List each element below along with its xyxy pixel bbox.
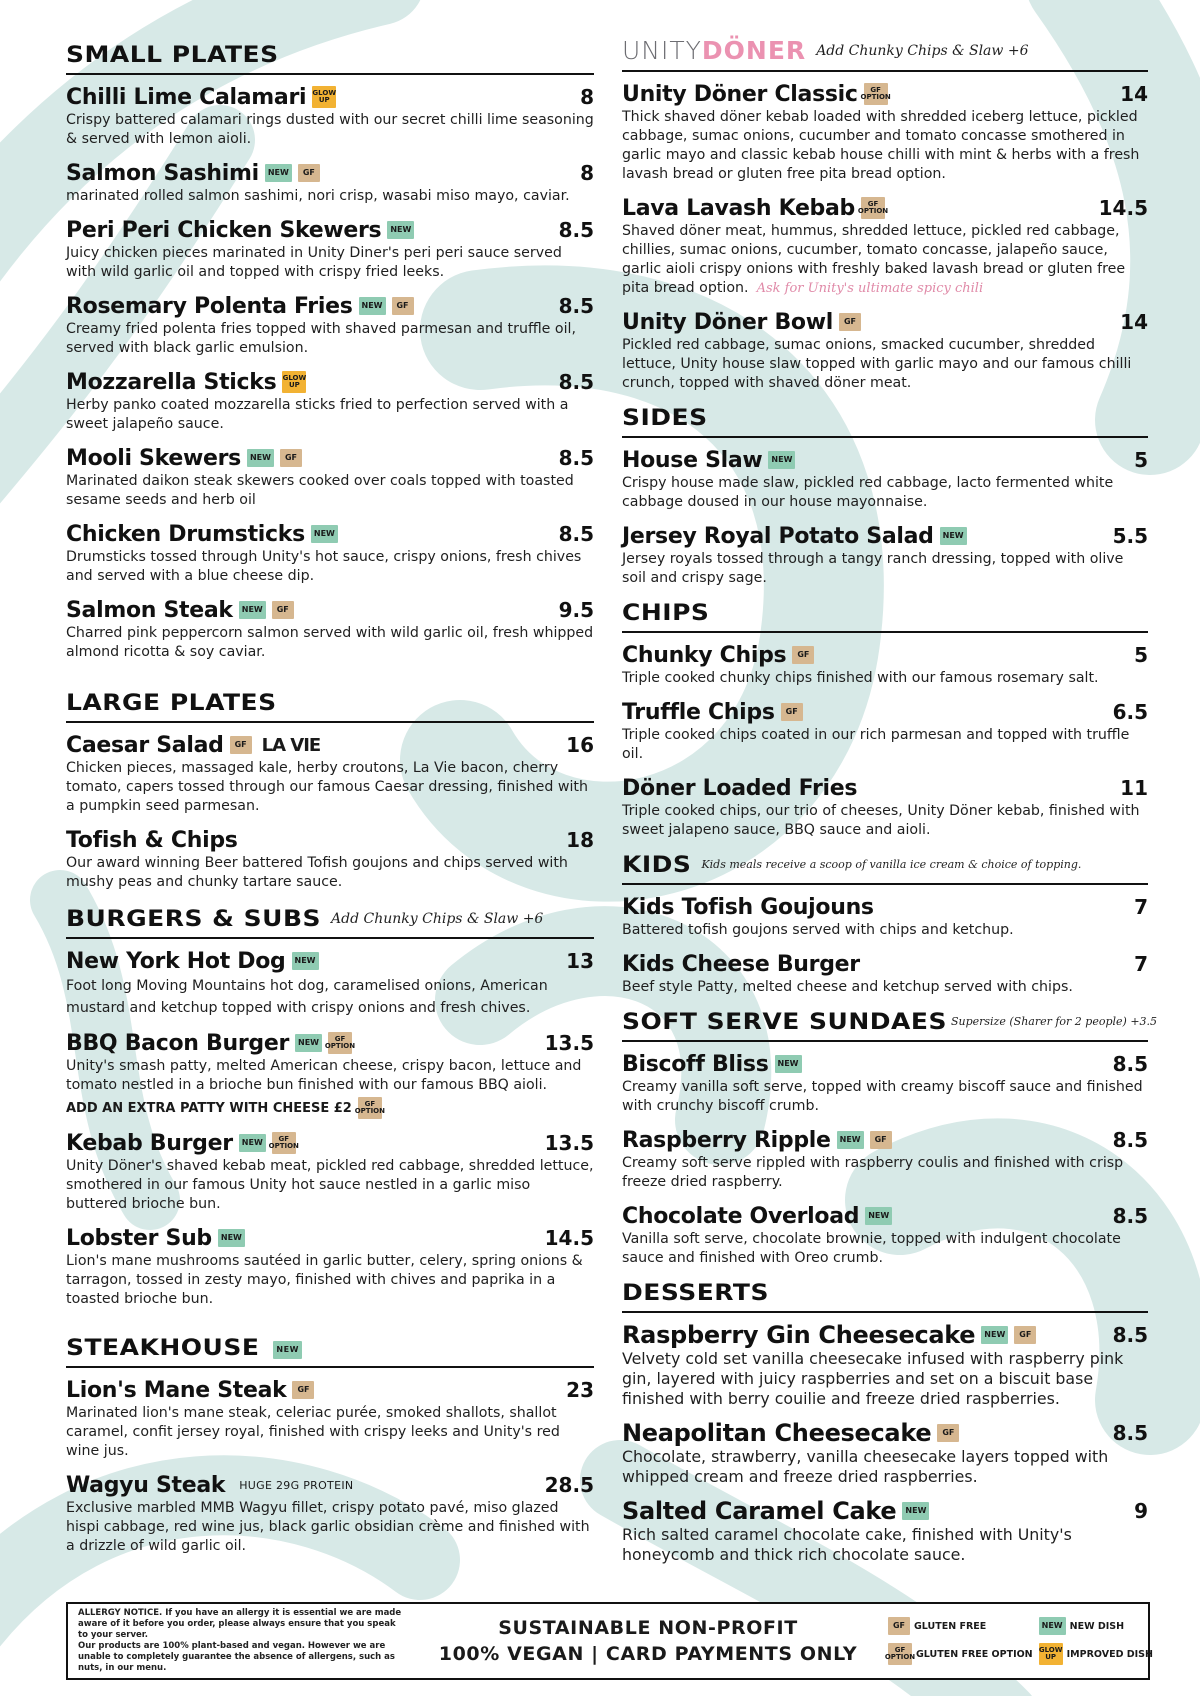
item-description: Foot long Moving Mountains hot dog, caramelised onions, American mustard and ketchup topped with crispy onions and fresh chives. [66, 978, 548, 1016]
new-badge: NEW [775, 1055, 802, 1073]
item-name: Chicken Drumsticks [66, 521, 305, 547]
item-name: Mozzarella Sticks [66, 369, 277, 395]
new-badge: NEW [359, 297, 386, 315]
item-price: 14.5 [544, 1226, 594, 1250]
item-price: 8.5 [558, 294, 594, 318]
item-name: Jersey Royal Potato Salad [622, 523, 934, 549]
item-price: 8 [580, 85, 594, 109]
new-badge: NEW [902, 1502, 929, 1520]
item-description: Unity Döner's shaved kebab meat, pickled red cabbage, shredded lettuce, smothered in our famous Unity hot sauce nestled in a garlic miso buttered brioche bun. [66, 1158, 594, 1212]
item-name: Tofish & Chips [66, 827, 238, 853]
item-name: Kids Cheese Burger [622, 951, 860, 977]
gf-badge: GF [839, 313, 861, 331]
new-badge: NEW [311, 525, 338, 543]
left-column [66, 40, 594, 1566]
gf-option-badge: GF OPTION [861, 197, 885, 219]
item-description: Triple cooked chips coated in our rich parmesan and topped with truffle oil. [622, 727, 1130, 762]
menu-item [66, 947, 594, 1019]
item-description: marinated rolled salmon sashimi, nori crisp, wasabi miso mayo, caviar. [66, 188, 570, 204]
menu-item [66, 1376, 594, 1461]
gf-badge: GF [870, 1131, 892, 1149]
item-name: Peri Peri Chicken Skewers [66, 217, 382, 243]
item-name: Kids Tofish Goujouns [622, 894, 874, 920]
legend-new-dish: NEW NEW DISH [1039, 1617, 1153, 1635]
allergy-notice: ALLERGY NOTICE. If you have an allergy it is essential we are made aware of it before you order, please always ensure that you speak to your server. Our products are 100% plant-based and vegan. However we are unable to completely guarantee the absence of allergens, such as nuts, in our menu. [78, 1608, 402, 1673]
menu-item [622, 950, 1148, 997]
item-description: Herby panko coated mozzarella sticks fried to perfection served with a sweet jalapeño sauce. [66, 397, 569, 432]
menu-item [622, 641, 1148, 688]
gf-badge: GF [781, 703, 803, 721]
item-price: 7 [1134, 952, 1148, 976]
gf-badge: GF [392, 297, 414, 315]
menu-item [622, 522, 1148, 588]
item-description: Charred pink peppercorn salmon served with wild garlic oil, fresh whipped almond ricotta & soy caviar. [66, 625, 594, 660]
section-title-desserts: DESSERTS [622, 1278, 1148, 1313]
menu-item [622, 1202, 1148, 1268]
section-title-large-plates: LARGE PLATES [66, 688, 594, 723]
item-price: 16 [566, 733, 594, 757]
item-description: Shaved döner meat, hummus, shredded lettuce, pickled red cabbage, chillies, sumac onions, cucumber, tomato concasse, jalapeño sauce, garlic aioli crispy onions with freshly baked lavash bread or gluten free pita bread option. Ask for Unity's ultimate spicy chili [622, 223, 1126, 296]
item-name: Caesar Salad [66, 732, 224, 758]
gf-option-badge: GF OPTION [272, 1132, 296, 1154]
item-description: Beef style Patty, melted cheese and ketchup served with chips. [622, 979, 1073, 995]
glow-up-badge: GLOW UP [1039, 1643, 1063, 1665]
menu-item [622, 80, 1148, 184]
item-name: Lion's Mane Steak [66, 1377, 287, 1403]
sustainable-line: SUSTAINABLE NON-PROFIT [498, 1617, 798, 1639]
menu-item [622, 893, 1148, 940]
section-title-burgers: BURGERS & SUBS Add Chunky Chips & Slaw +6 [66, 904, 594, 939]
item-name: Chilli Lime Calamari [66, 84, 307, 110]
item-description: Drumsticks tossed through Unity's hot sauce, crispy onions, fresh chives and served with a blue cheese dip. [66, 549, 582, 584]
menu-item [66, 1029, 594, 1119]
item-description: Creamy vanilla soft serve, topped with creamy biscoff sauce and finished with crunchy biscoff crumb. [622, 1079, 1143, 1114]
menu-item [66, 216, 594, 282]
new-badge: NEW [865, 1207, 892, 1225]
menu-item [66, 368, 594, 434]
menu-item [66, 1129, 594, 1214]
item-description: Thick shaved döner kebab loaded with shredded iceberg lettuce, pickled cabbage, sumac onions, cucumber and tomato concasse smothered in garlic mayo and classic kebab house chilli with mint & herbs with a fresh lavash bread or gluten free pita bread option. [622, 109, 1140, 182]
new-badge: NEW [387, 221, 414, 239]
protein-tag: HUGE 29G PROTEIN [239, 1478, 354, 1492]
menu-item [622, 1126, 1148, 1192]
item-description: Marinated daikon steak skewers cooked over coals topped with toasted sesame seeds and herb oil [66, 473, 574, 508]
item-description: Triple cooked chunky chips finished with our famous rosemary salt. [622, 670, 1099, 686]
menu-item [66, 83, 594, 149]
item-name: Mooli Skewers [66, 445, 241, 471]
section-title-sides: SIDES [622, 403, 1148, 438]
extra-patty-note: ADD AN EXTRA PATTY WITH CHEESE £2 GF OPTION [66, 1097, 594, 1119]
doner-note: Add Chunky Chips & Slaw +6 [816, 43, 1029, 59]
gf-option-badge: GF OPTION [328, 1032, 352, 1054]
burgers-note: Add Chunky Chips & Slaw +6 [331, 911, 544, 927]
item-name: Lava Lavash Kebab [622, 195, 856, 221]
item-price: 14 [1120, 82, 1148, 106]
item-price: 8.5 [558, 446, 594, 470]
item-price: 11 [1120, 776, 1148, 800]
item-name: Raspberry Ripple [622, 1127, 831, 1153]
item-price: 8.5 [558, 522, 594, 546]
item-description: Chicken pieces, massaged kale, herby croutons, La Vie bacon, cherry tomato, capers tossed through our famous Caesar dressing, finished with a pumpkin seed parmesan. [66, 760, 588, 814]
item-price: 7 [1134, 895, 1148, 919]
section-title-unity-doner [622, 36, 1148, 72]
item-description: Juicy chicken pieces marinated in Unity Diner's peri peri sauce served with wild garlic oil and topped with crispy fried leeks. [66, 245, 562, 280]
footer-slogan [408, 1615, 888, 1667]
glow-up-badge: GLOW UP [312, 86, 336, 108]
item-name: Kebab Burger [66, 1130, 233, 1156]
item-price: 13.5 [544, 1131, 594, 1155]
item-name: Döner Loaded Fries [622, 775, 858, 801]
item-description: Exclusive marbled MMB Wagyu fillet, crispy potato pavé, miso glazed hispi cabbage, red wine jus, black garlic obsidian crème and finished with a drizzle of wild garlic oil. [66, 1500, 590, 1554]
gf-badge: GF [230, 736, 252, 754]
gf-badge: GF [280, 449, 302, 467]
section-title-sundaes: SOFT SERVE SUNDAES Supersize (Sharer for 2 people) +3.5 [622, 1007, 1148, 1042]
item-price: 8.5 [1112, 1052, 1148, 1076]
la-vie-logo: LA VIE [261, 734, 321, 756]
item-name: Chocolate Overload [622, 1203, 860, 1229]
legend-improved-dish: GLOW UP IMPROVED DISH [1039, 1643, 1153, 1665]
menu-item [66, 596, 594, 662]
item-description: Crispy house made slaw, pickled red cabbage, lacto fermented white cabbage doused in our house mayonnaise. [622, 475, 1114, 510]
item-price: 14 [1120, 310, 1148, 334]
new-badge: NEW [295, 1034, 322, 1052]
item-description: Creamy soft serve rippled with raspberry coulis and finished with crisp freeze dried raspberry. [622, 1155, 1124, 1190]
item-price: 8 [580, 161, 594, 185]
item-price: 8.5 [558, 370, 594, 394]
menu-item [66, 292, 594, 358]
item-description: Chocolate, strawberry, vanilla cheesecake layers topped with whipped cream and freeze dried raspberries. [622, 1447, 1109, 1486]
item-price: 13.5 [544, 1031, 594, 1055]
item-price: 18 [566, 828, 594, 852]
item-description: Triple cooked chips, our trio of cheeses, Unity Döner kebab, finished with sweet jalapeno sauce, BBQ sauce and aioli. [622, 803, 1140, 838]
item-description: Lion's mane mushrooms sautéed in garlic butter, celery, spring onions & tarragon, tossed in zesty mayo, finished with chives and paprika in a toasted brioche bun. [66, 1253, 583, 1307]
gf-option-badge: GF OPTION [888, 1643, 912, 1665]
item-name: Rosemary Polenta Fries [66, 293, 353, 319]
menu-item [622, 698, 1148, 764]
gf-badge: GF [937, 1424, 959, 1442]
menu-item [66, 159, 594, 206]
item-price: 8.5 [1112, 1323, 1148, 1347]
menu-item [622, 1419, 1148, 1487]
item-price: 9 [1134, 1499, 1148, 1523]
gf-badge: GF [888, 1617, 910, 1635]
item-name: Wagyu Steak [66, 1472, 226, 1498]
legend-gluten-free: GF GLUTEN FREE [888, 1617, 1033, 1635]
item-price: 28.5 [544, 1473, 594, 1497]
item-price: 5 [1134, 448, 1148, 472]
sundaes-note: Supersize (Sharer for 2 people) +3.5 [950, 1015, 1158, 1028]
new-badge: NEW [768, 451, 795, 469]
glow-up-badge: GLOW UP [282, 371, 306, 393]
new-badge: NEW [218, 1229, 245, 1247]
menu-item [622, 308, 1148, 393]
item-price: 8.5 [1112, 1421, 1148, 1445]
kids-note: Kids meals receive a scoop of vanilla ice cream & choice of topping. [701, 858, 1082, 871]
item-price: 5.5 [1112, 524, 1148, 548]
right-column [622, 36, 1158, 1575]
item-description: Unity's smash patty, melted American cheese, crispy bacon, lettuce and tomato nestled in a brioche bun finished with our famous BBQ aioli. [66, 1058, 582, 1093]
item-name: Chunky Chips [622, 642, 787, 668]
item-description: Creamy fried polenta fries topped with shaved parmesan and truffle oil, served with black garlic emulsion. [66, 321, 576, 356]
new-badge: NEW [1039, 1617, 1066, 1635]
gf-option-badge: GF OPTION [864, 83, 888, 105]
new-badge: NEW [292, 952, 319, 970]
gf-badge: GF [292, 1381, 314, 1399]
item-price: 14.5 [1098, 196, 1148, 220]
new-badge: NEW [273, 1341, 301, 1359]
item-name: Raspberry Gin Cheesecake [622, 1321, 976, 1349]
item-price: 23 [566, 1378, 594, 1402]
spicy-chili-note: Ask for Unity's ultimate spicy chili [756, 281, 984, 296]
gf-option-badge: GF OPTION [358, 1097, 382, 1119]
item-price: 8.5 [1112, 1204, 1148, 1228]
new-badge: NEW [239, 601, 266, 619]
item-description: Jersey royals tossed through a tangy ranch dressing, topped with olive soil and crispy sage. [622, 551, 1124, 586]
item-description: Our award winning Beer battered Tofish goujons and chips served with mushy peas and chunky tartare sauce. [66, 855, 568, 890]
item-name: House Slaw [622, 447, 763, 473]
new-badge: NEW [239, 1134, 266, 1152]
item-price: 8.5 [558, 218, 594, 242]
gf-badge: GF [1014, 1326, 1036, 1344]
section-title-chips: CHIPS [622, 598, 1148, 633]
item-name: Salted Caramel Cake [622, 1497, 897, 1525]
menu-item [622, 1497, 1148, 1565]
gf-badge: GF [272, 601, 294, 619]
gf-badge: GF [792, 646, 814, 664]
item-name: Unity Döner Classic [622, 81, 858, 107]
menu-item [622, 1321, 1148, 1409]
gf-badge: GF [298, 164, 320, 182]
footer-box [66, 1602, 1153, 1680]
new-badge: NEW [837, 1131, 864, 1149]
item-name: Truffle Chips [622, 699, 775, 725]
item-price: 8.5 [1112, 1128, 1148, 1152]
menu-item [622, 774, 1148, 840]
item-description: Pickled red cabbage, sumac onions, smacked cucumber, shredded lettuce, Unity house slaw topped with garlic mayo and our famous chilli crunch, topped with shaved döner meat. [622, 337, 1132, 391]
item-name: Salmon Sashimi [66, 160, 259, 186]
badge-legend [884, 1617, 1153, 1665]
item-name: Neapolitan Cheesecake [622, 1419, 932, 1447]
menu-item [66, 826, 594, 892]
new-badge: NEW [940, 527, 967, 545]
section-title-steakhouse: STEAKHOUSE NEW [66, 1333, 594, 1368]
menu-item [66, 444, 594, 510]
menu-item [66, 1471, 594, 1556]
item-price: 9.5 [558, 598, 594, 622]
menu-item [622, 194, 1148, 298]
menu-item [622, 1050, 1148, 1116]
item-description: Crispy battered calamari rings dusted with our secret chilli lime seasoning & served with lemon aioli. [66, 112, 594, 147]
menu-item [622, 446, 1148, 512]
menu-item [66, 731, 594, 816]
item-name: Biscoff Bliss [622, 1051, 769, 1077]
item-price: 5 [1134, 643, 1148, 667]
new-badge: NEW [247, 449, 274, 467]
new-badge: NEW [981, 1326, 1008, 1344]
new-badge: NEW [265, 164, 292, 182]
item-name: New York Hot Dog [66, 948, 286, 974]
section-title-small-plates: SMALL PLATES [66, 40, 594, 75]
item-price: 6.5 [1112, 700, 1148, 724]
item-description: Rich salted caramel chocolate cake, finished with Unity's honeycomb and thick rich chocolate sauce. [622, 1525, 1072, 1564]
item-name: BBQ Bacon Burger [66, 1030, 289, 1056]
section-title-kids: KIDS Kids meals receive a scoop of vanilla ice cream & choice of topping. [622, 850, 1148, 885]
item-description: Vanilla soft serve, chocolate brownie, topped with indulgent chocolate sauce and finished with Oreo crumb. [622, 1231, 1121, 1266]
item-name: Salmon Steak [66, 597, 233, 623]
menu-item [66, 1224, 594, 1309]
unity-doner-logo: UNITY DÖNER [622, 36, 807, 65]
item-description: Battered tofish goujons served with chips and ketchup. [622, 922, 1014, 938]
vegan-card-line: 100% VEGAN | CARD PAYMENTS ONLY [438, 1643, 858, 1665]
menu-item [66, 520, 594, 586]
item-price: 13 [566, 949, 594, 973]
item-description: Marinated lion's mane steak, celeriac purée, smoked shallots, shallot caramel, confit jersey royal, finished with crispy leeks and Unity's red wine jus. [66, 1405, 560, 1459]
item-description: Velvety cold set vanilla cheesecake infused with raspberry pink gin, layered with juicy raspberries and set on a biscuit base finished with berry couilie and freeze dried raspberries. [622, 1349, 1124, 1408]
item-name: Lobster Sub [66, 1225, 212, 1251]
legend-gluten-free-option: GF OPTION GLUTEN FREE OPTION [888, 1643, 1033, 1665]
item-name: Unity Döner Bowl [622, 309, 833, 335]
